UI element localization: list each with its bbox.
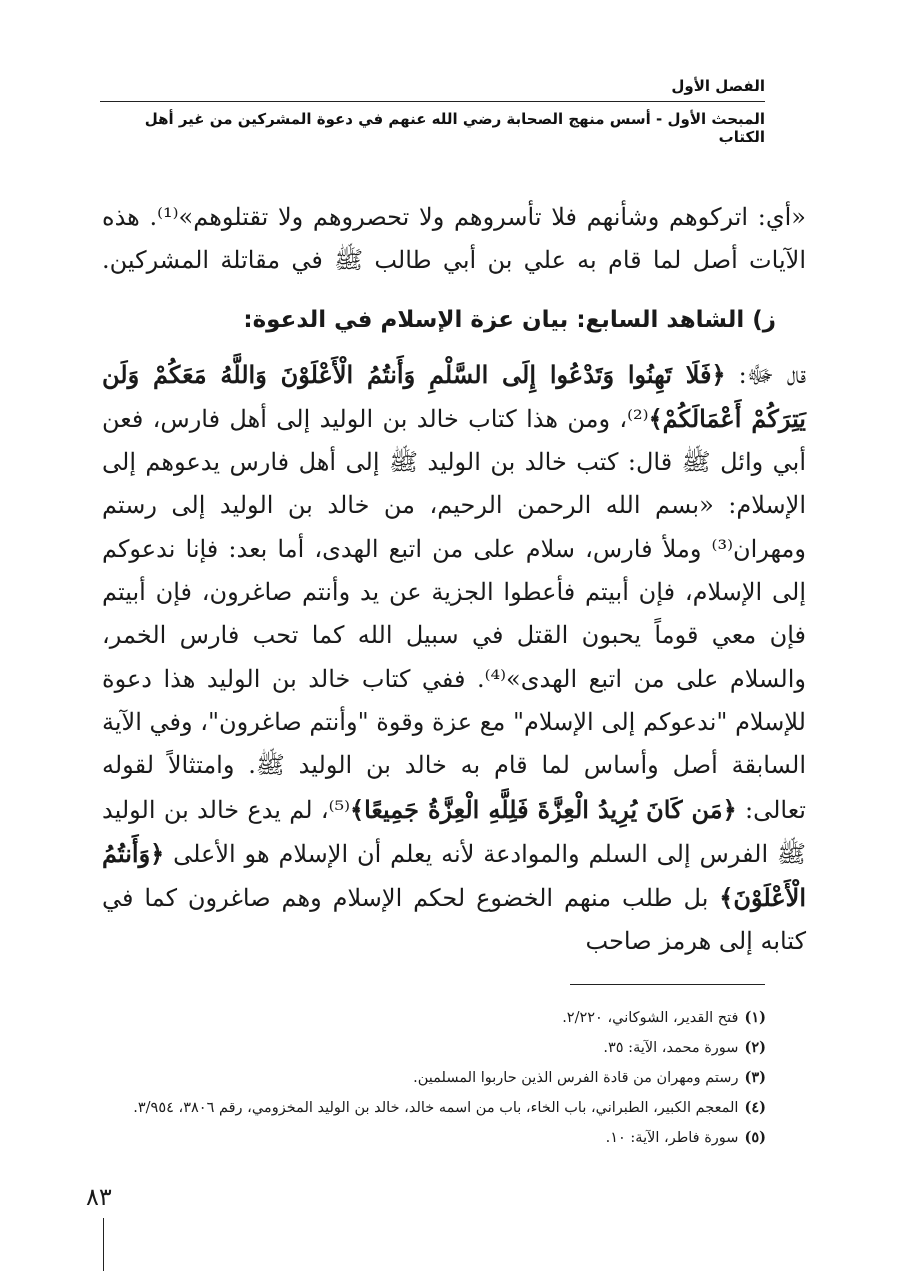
quran-verse-3: ﴿وَأَنتُمُ الْأَعْلَوْنَ﴾	[102, 838, 807, 913]
margin-line	[103, 1218, 104, 1271]
section-heading: ز) الشاهد السابع: بيان عزة الإسلام في الدعوة:	[243, 306, 776, 333]
footnote: (١)فتح القدير، الشوكاني، ٢/٢٢٠.	[562, 1009, 766, 1026]
paragraph-2-text-c: بل طلب منهم الخضوع لحكم الإسلام وهم صاغرون كما في كتابه إلى هرمز صاحب	[102, 884, 806, 956]
footnote-ref-5: ⁽⁵⁾	[328, 795, 351, 824]
chapter-title: الفصل الأول	[671, 77, 765, 95]
footnote: (٢)سورة محمد، الآية: ٣٥.	[603, 1039, 766, 1056]
paragraph-2-text-b: ، لم يدع خالد بن الوليد ﷺ الفرس إلى السلم والموادعة لأنه يعلم أن الإسلام هو الأعلى	[102, 795, 806, 868]
footnote-divider	[570, 984, 765, 985]
footnote-ref-2: ⁽²⁾	[627, 404, 649, 433]
footnote: (٥)سورة فاطر، الآية: ١٠.	[605, 1129, 766, 1146]
footnote: (٤)المعجم الكبير، الطبراني، باب الخاء، باب من اسمه خالد، خالد بن الوليد المخزومي، رقم ٣٨٠٦، ٣/٩٥٤.	[133, 1099, 766, 1116]
quote-intro: قال ﷻ:	[725, 360, 806, 389]
paragraph-2	[102, 353, 806, 964]
footnotes	[102, 1003, 766, 1153]
page-number: ٨٣	[86, 1183, 112, 1211]
section-title: المبحث الأول - أسس منهج الصحابة رضي الله عنهم في دعوة المشركين من غير أهل الكتاب	[144, 110, 765, 146]
paragraph-2-text: ، ومن هذا كتاب خالد بن الوليد إلى أهل فارس، فعن أبي وائل ﷺ قال: كتب خالد بن الوليد ﷺ إلى أهل فارس يدعوهم إلى الإسلام: «بسم الله الرحمن الرحيم، من خالد بن الوليد إلى رستم ومهران⁽³⁾ وملأ فارس، سلام على من اتبع الهدى، أما بعد: فإنا ندعوكم إلى الإسلام، فإن أبيتم فأعطوا الجزية عن يد وأنتم صاغرون، فإن أبيتم فإن معي قوماً يحبون القتل في سبيل الله كما تحب فارس الخمر، والسلام على من اتبع الهدى»⁽⁴⁾. ففي كتاب خالد بن الوليد هذا دعوة للإسلام "ندعوكم إلى الإسلام" مع عزة وقوة "وأنتم صاغرون"، وفي الآية السابقة أصل وأساس لما قام به خالد بن الوليد ﷺ. وامتثالاً لقوله تعالى:	[102, 404, 807, 824]
main-text	[102, 196, 806, 964]
header-divider	[100, 101, 765, 102]
quran-verse-2: ﴿مَن كَانَ يُرِيدُ الْعِزَّةَ فَلِلَّهِ الْعِزَّةُ جَمِيعًا﴾	[350, 794, 737, 824]
paragraph-1: «أي: اتركوهم وشأنهم فلا تأسروهم ولا تحصروهم ولا تقتلوهم»⁽¹⁾. هذه الآيات أصل لما قام به علي بن أبي طالب ﷺ في مقاتلة المشركين.	[102, 203, 806, 275]
quran-verse-1: ﴿فَلَا تَهِنُوا وَتَدْعُوا إِلَى السَّلْمِ وَأَنتُمُ الْأَعْلَوْنَ وَاللَّهُ مَعَكُمْ وَلَن يَتِرَكُمْ أَعْمَالَكُمْ﴾	[102, 359, 806, 433]
footnote: (٣)رستم ومهران من قادة الفرس الذين حاربوا المسلمين.	[413, 1069, 766, 1086]
